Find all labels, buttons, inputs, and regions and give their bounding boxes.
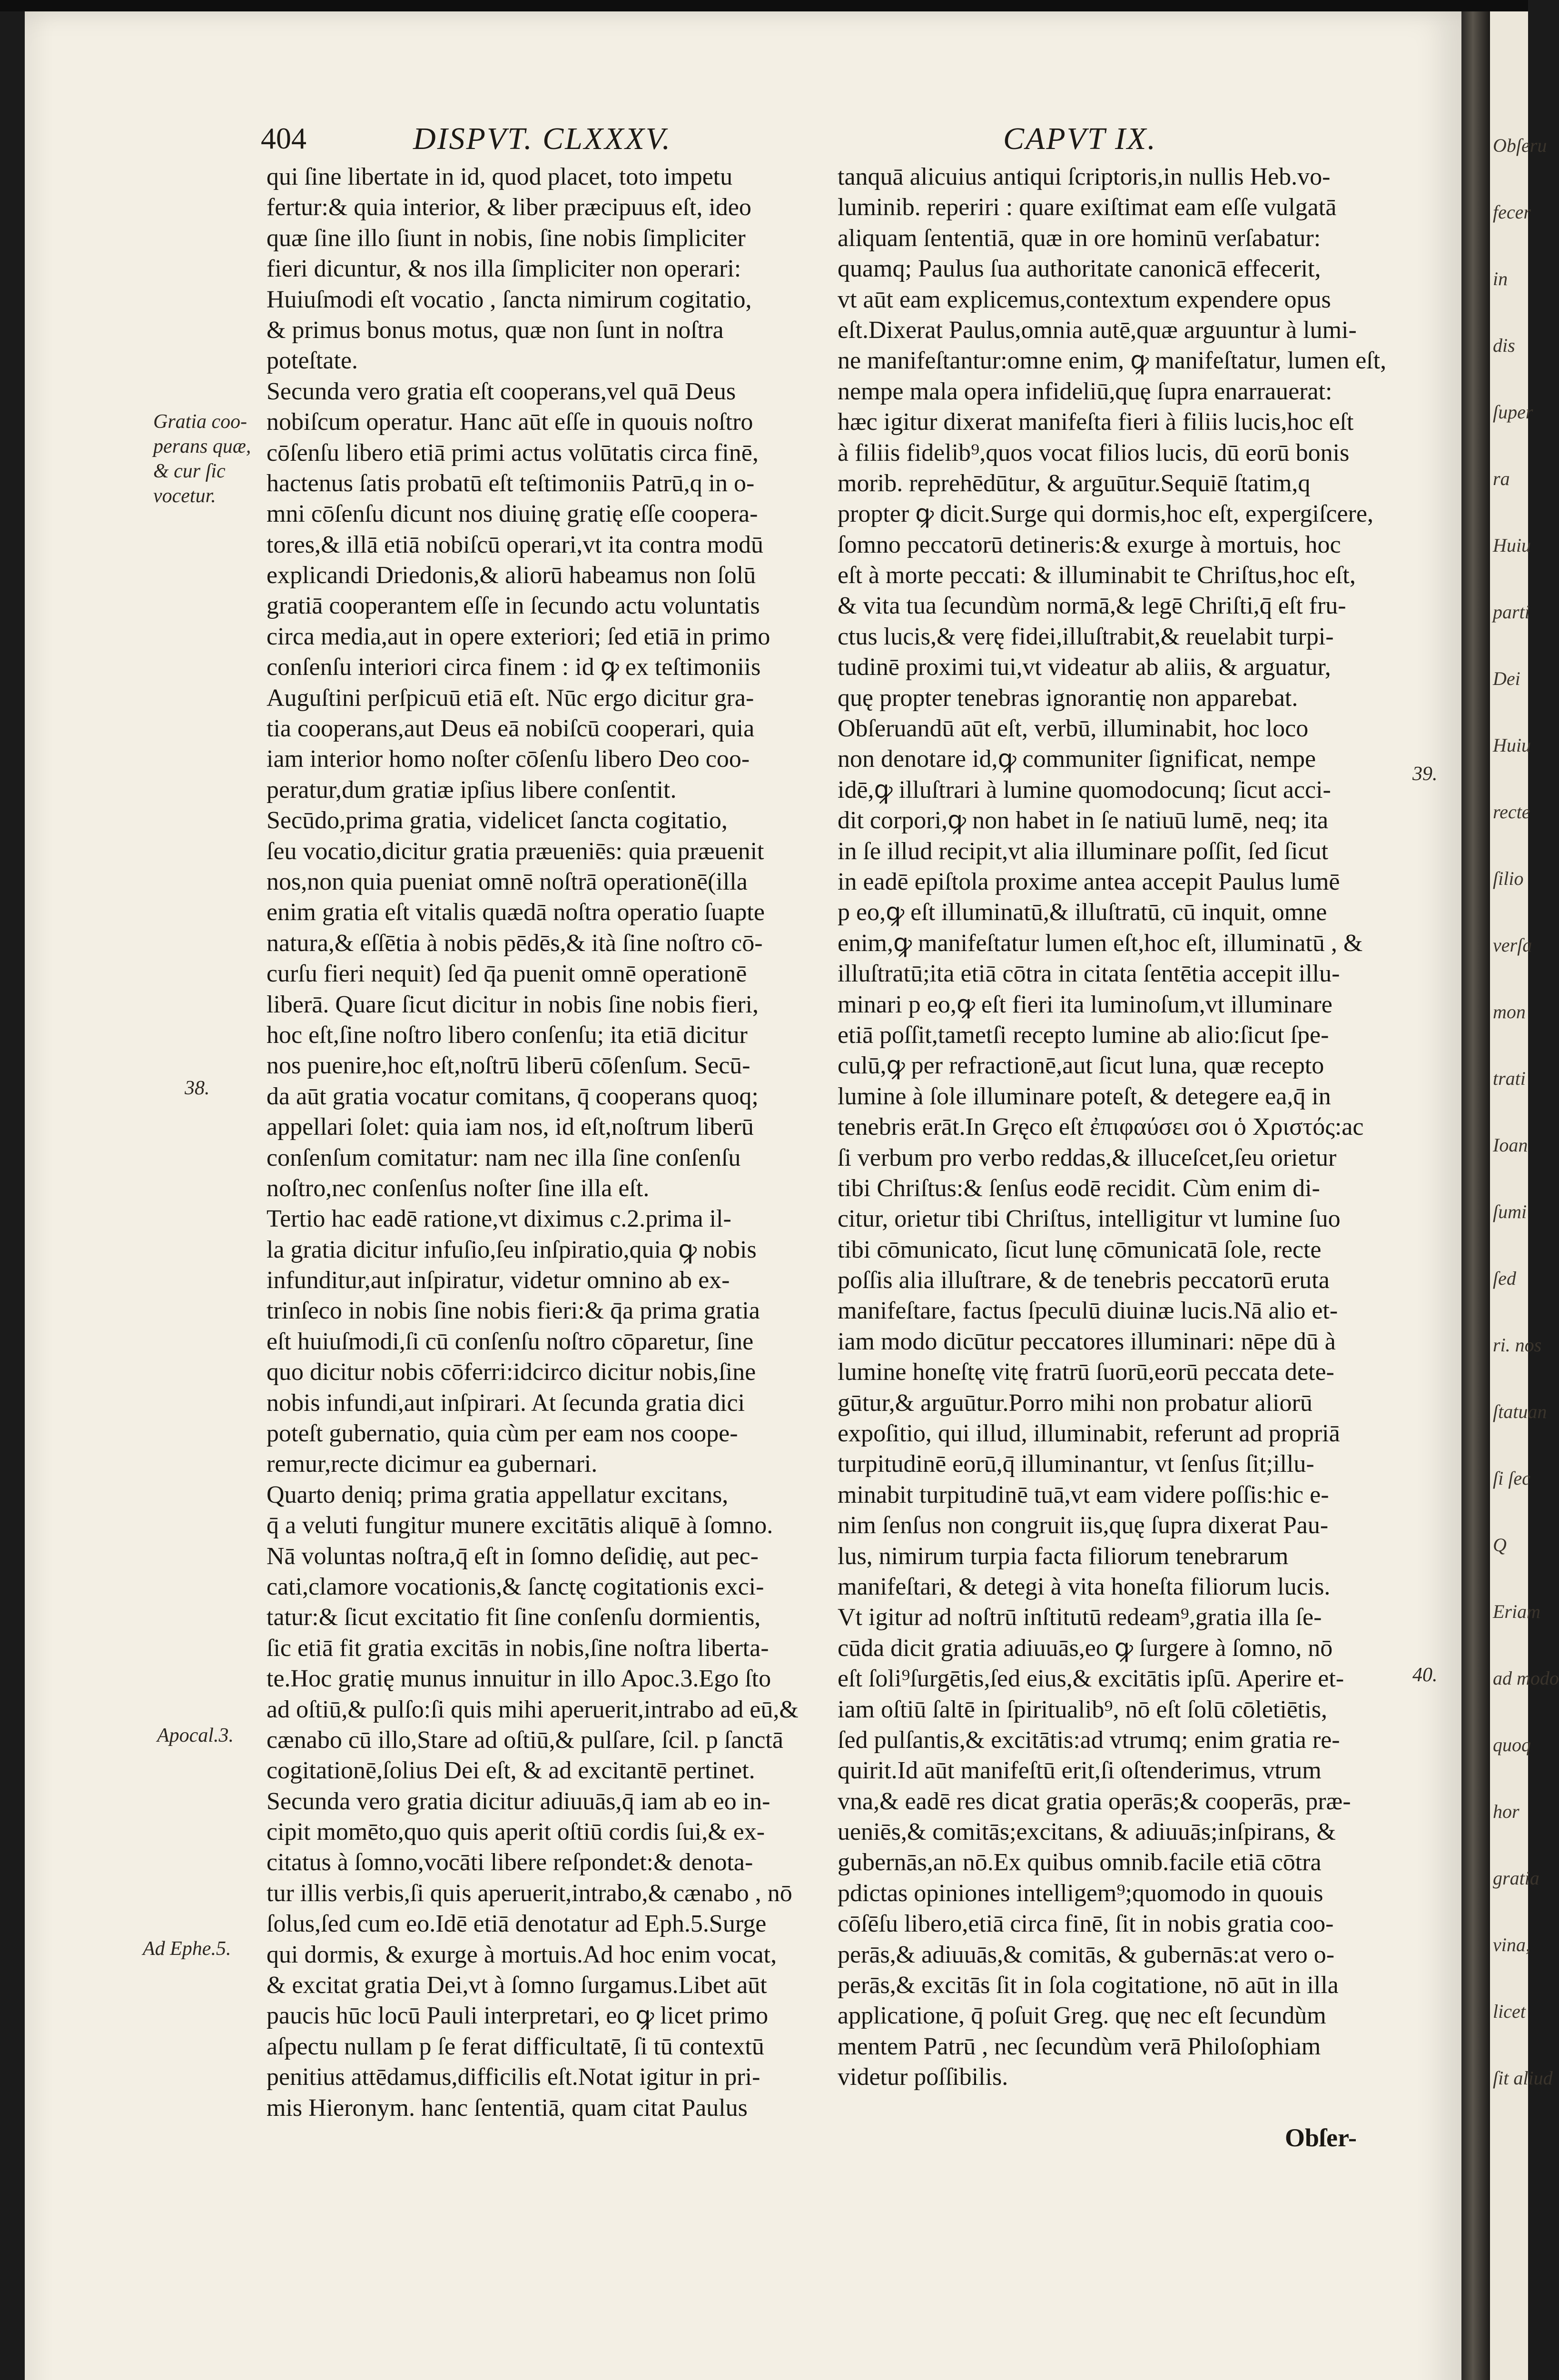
running-head-right: CAPVT IX. <box>1003 121 1157 156</box>
text-line: te.Hoc gratię munus innuitur in illo Apoc.3.Ego ſto <box>266 1665 771 1693</box>
text-line: hæc igitur dixerat manifeſta fieri à filiis lucis,hoc eſt <box>838 408 1354 436</box>
text-line: da aūt gratia vocatur comitans, q̄ cooperans quoq; <box>266 1082 759 1110</box>
text-line: noſtro,nec conſenſus noſter ſine illa eſt. <box>266 1174 650 1202</box>
facing-page-fragment: ſtatuan <box>1493 1401 1547 1422</box>
text-line: tudinē proximi tui,vt videatur ab aliis, & arguatur, <box>838 654 1331 681</box>
text-line: ſed pulſantis,& excitātis:ad vtrumq; enim gratia re- <box>838 1726 1340 1754</box>
text-line: conſenſu interiori circa finem : id ꝙ ex teſtimoniis <box>266 654 761 681</box>
text-line: quę propter tenebras ignorantię non apparebat. <box>838 684 1298 712</box>
text-line: nobis infundi,aut inſpirari. At ſecunda gratia dici <box>266 1389 745 1417</box>
text-line: & primus bonus motus, quæ non ſunt in noſtra <box>266 316 724 344</box>
text-line: nobiſcum operatur. Hanc aūt eſſe in quouis noſtro <box>266 408 753 436</box>
text-line: curſu fieri nequit) ſed q̄a puenit omnē operationē <box>266 960 747 988</box>
text-line: la gratia dicitur infuſio,ſeu inſpiratio,quia ꝙ nobis <box>266 1236 757 1263</box>
facing-page-fragment: ſit aliud <box>1493 2067 1553 2089</box>
text-line: infunditur,aut inſpiratur, videtur omnino ab ex- <box>266 1267 730 1294</box>
text-line: in eadē epiſtola proxime antea accepit Paulus lumē <box>838 868 1340 895</box>
text-line: & excitat gratia Dei,vt à ſomno ſurgamus.Libet aūt <box>266 1972 767 1999</box>
facing-page-fragment: vina, <box>1493 1934 1530 1955</box>
text-line: & vita tua ſecundùm normā,& legē Chriſti,q̄ eſt fru- <box>838 592 1346 620</box>
text-line: tanquā alicuius antiqui ſcriptoris,in nullis Heb.vo- <box>838 163 1331 190</box>
text-line: culū,ꝙ per refractionē,aut ſicut luna, quæ recepto <box>838 1052 1324 1080</box>
facing-page-fragment: Dei <box>1493 668 1520 689</box>
facing-page-fragment: Obſeru <box>1493 135 1547 156</box>
text-line: eſt.Dixerat Paulus,omnia autē,quæ arguuntur à lumi- <box>838 316 1357 344</box>
text-line: p eo,ꝙ eſt illuminatū,& illuſtratū, cū inquit, omne <box>838 899 1327 926</box>
text-line: gratiā cooperantem eſſe in ſecundo actu voluntatis <box>266 592 760 620</box>
text-line: eſt à morte peccati: & illuminabit te Chriſtus,hoc eſt, <box>838 562 1356 589</box>
book-gutter <box>1461 11 1490 2380</box>
text-line: quo dicitur nobis cōferri:idcirco dicitur nobis,ſine <box>266 1359 756 1386</box>
text-line: tenebris erāt.In Gręco eſt ἐπιφαύσει σοι ὁ Χριστός:ac <box>838 1113 1364 1141</box>
text-line: cūda dicit gratia adiuuās,eo ꝙ ſurgere à ſomno, nō <box>838 1634 1333 1662</box>
text-line: perās,& adiuuās,& comitās, & gubernās:at vero o- <box>838 1941 1335 1968</box>
text-line: trinſeco in nobis ſine nobis fieri:& q̄a prima gratia <box>266 1297 760 1325</box>
text-line: gubernās,an nō.Ex quibus omnib.facile etiā cōtra <box>838 1849 1322 1876</box>
text-line: ad oſtiū,& pulſo:ſi quis mihi aperuerit,intrabo ad eū,& <box>266 1696 799 1723</box>
text-line: lumine à ſole illuminare poteſt, & detegere ea,q̄ in <box>838 1082 1331 1110</box>
text-line: turpitudinē eorū,q̄ illuminantur, vt ſenſus ſit;illu- <box>838 1450 1314 1478</box>
text-line: remur,recte dicimur ea gubernari. <box>266 1450 598 1478</box>
text-line: ne manifeſtantur:omne enim, ꝙ manifeſtatur, lumen eſt, <box>838 347 1387 375</box>
text-line: dit corpori,ꝙ non habet in ſe natiuū lumē, neq; ita <box>838 807 1329 834</box>
text-line: eſt huiuſmodi,ſi cū conſenſu noſtro cōparetur, ſine <box>266 1328 754 1355</box>
text-line: mis Hieronym. hanc ſententiā, quam citat Paulus <box>266 2094 748 2122</box>
text-line: liberā. Quare ſicut dicitur in nobis ſine nobis fieri, <box>266 991 759 1018</box>
text-line: tibi cōmunicato, ſicut lunę cōmunicatā ſole, recte <box>838 1236 1322 1263</box>
text-line: natura,& eſſētia à nobis pēdēs,& ità ſine noſtro cō- <box>266 929 763 957</box>
text-line: citur, orietur tibi Chriſtus, intelligitur vt lumine ſuo <box>838 1205 1341 1233</box>
text-line: penitius attēdamus,difficilis eſt.Notat igitur in pri- <box>266 2063 760 2091</box>
facing-page-fragment: Eriam <box>1493 1601 1540 1622</box>
facing-page-fragment: ri. nos <box>1493 1334 1542 1356</box>
facing-page-fragment: ſilio <box>1493 868 1524 889</box>
text-line: expoſitio, qui illud, illuminabit, referunt ad propriā <box>838 1420 1340 1448</box>
text-column-right <box>838 162 1385 2093</box>
facing-page-fragment: ſi ſec <box>1493 1468 1530 1489</box>
text-line: Huiuſmodi eſt vocatio , ſancta nimirum cogitatio, <box>266 286 752 313</box>
text-line: nos,non quia pueniat omnē noſtrā operationē(illa <box>266 868 748 895</box>
facing-page-fragment: ſuper <box>1493 401 1533 423</box>
text-line: cogitationē,ſolius Dei eſt, & ad excitantē pertinet. <box>266 1757 755 1785</box>
text-line: appellari ſolet: quia iam nos, id eſt,noſtrum liberū <box>266 1113 754 1141</box>
text-line: illuſtratū;ita etiā cōtra in citata ſentētia accepit illu- <box>838 960 1340 988</box>
text-line: qui ſine libertate in id, quod placet, toto impetu <box>266 163 733 190</box>
text-line: peratur,dum gratiæ ipſius libere conſentit. <box>266 776 677 803</box>
text-line: iam modo dicūtur peccatores illuminari: nēpe dū à <box>838 1328 1336 1355</box>
text-line: idē,ꝙ illuſtrari à lumine quomodocunq; ſicut acci- <box>838 776 1331 803</box>
text-line: ſi verbum pro verbo reddas,& illuceſcet,ſeu orietur <box>838 1144 1337 1171</box>
text-line: ctus lucis,& verę fidei,illuſtrabit,& reuelabit turpi- <box>838 623 1334 650</box>
text-line: pdictas opiniones intelligem⁹;quomodo in quouis <box>838 1879 1323 1907</box>
facing-page-fragment: ſumi <box>1493 1201 1527 1222</box>
facing-page-fragment: verſa <box>1493 934 1532 956</box>
text-line: ſomno peccatorū detineris:& exurge à mortuis, hoc <box>838 531 1341 558</box>
facing-page-fragment: mon <box>1493 1001 1526 1022</box>
text-line: poteſtate. <box>266 347 358 375</box>
text-line: enim,ꝙ manifeſtatur lumen eſt,hoc eſt, illuminatū , & <box>838 929 1363 957</box>
text-line: ſolus,ſed cum eo.Idē etiā denotatur ad Eph.5.Surge <box>266 1910 767 1938</box>
text-line: etiā poſſit,tametſi recepto lumine ab alio:ſicut ſpe- <box>838 1021 1329 1049</box>
text-line: videtur poſſibilis. <box>838 2063 1008 2091</box>
facing-page-fragment: Huiu <box>1493 535 1531 556</box>
text-line: perās,& excitās ſit in ſola cogitatione, nō aūt in illa <box>838 1972 1339 1999</box>
text-line: hactenus ſatis probatū eſt teſtimoniis Patrū,q in o- <box>266 469 755 497</box>
facing-page-fragment: in <box>1493 268 1508 289</box>
text-line: quirit.Id aūt manifeſtū erit,ſi oſtenderimus, vtrum <box>838 1757 1322 1785</box>
text-line: Tertio hac eadē ratione,vt diximus c.2.prima il- <box>266 1205 731 1233</box>
text-line: poſſis alia illuſtrare, & de tenebris peccatorū eruta <box>838 1267 1330 1294</box>
text-line: manifeſtare, factus ſpeculū diuinæ lucis.Nā alio et- <box>838 1297 1338 1325</box>
text-line: fieri dicuntur, & nos illa ſimpliciter non operari: <box>266 255 741 283</box>
margin-note-line: & cur ſic <box>153 460 226 482</box>
facing-page-fragment: gratia <box>1493 1867 1539 1889</box>
text-line: tia cooperans,aut Deus eā nobiſcū cooperari, quia <box>266 715 755 743</box>
margin-note-line: perans quæ, <box>153 436 251 457</box>
text-line: vt aūt eam explicemus,contextum expendere opus <box>838 286 1331 313</box>
text-line: minabit turpitudinē tuā,vt eam videre poſſis:hic e- <box>838 1481 1329 1508</box>
text-line: cōſenſu libero etiā primi actus volūtatis circa finē, <box>266 439 759 466</box>
text-line: applicatione, q̄ poſuit Greg. quę nec eſt ſecundùm <box>838 2002 1326 2030</box>
text-line: à filiis fidelib⁹,quos vocat filios lucis, dū eorū bonis <box>838 439 1350 466</box>
facing-page-fragment: dis <box>1493 335 1515 356</box>
facing-page-fragment: ſed <box>1493 1268 1516 1289</box>
margin-note-line: vocetur. <box>153 485 216 507</box>
text-line: quamq; Paulus ſua authoritate canonicā effecerit, <box>838 255 1321 283</box>
text-column-left <box>266 162 799 2123</box>
catchword: Obſer- <box>1285 2123 1357 2152</box>
facing-page-fragment: Ioan <box>1493 1134 1528 1156</box>
facing-page-fragment: quoq <box>1493 1734 1531 1755</box>
text-line: aliquam ſententiā, quæ in ore hominū verſabatur: <box>838 224 1321 252</box>
text-line: ſeu vocatio,dicitur gratia præueniēs: quia præuenit <box>266 837 764 865</box>
text-line: enim gratia eſt vitalis quædā noſtra operatio ſuapte <box>266 899 765 926</box>
margin-ref-40: 40. <box>1412 1664 1438 1686</box>
text-line: citatus à ſomno,vocāti libere reſpondet:& denota- <box>266 1849 753 1876</box>
text-line: gūtur,& arguūtur.Porro mihi non probatur aliorū <box>838 1389 1312 1417</box>
facing-page-fragment: Huiu <box>1493 734 1531 756</box>
text-line: minari p eo,ꝙ eſt fieri ita luminoſum,vt illuminare <box>838 991 1332 1018</box>
text-line: lumine honeſtę vitę fratrū ſuorū,eorū peccata dete- <box>838 1359 1334 1386</box>
facing-page-fragment: licet <box>1493 2001 1526 2022</box>
text-line: paucis hūc locū Pauli interpretari, eo ꝙ licet primo <box>266 2002 769 2030</box>
margin-ref-39: 39. <box>1412 763 1438 785</box>
text-line: cati,clamore vocationis,& ſanctę cogitationis exci- <box>266 1573 764 1600</box>
text-line: tur illis verbis,ſi quis aperuerit,intrabo,& cænabo , nō <box>266 1879 792 1907</box>
facing-page-fragment: hor <box>1493 1801 1520 1822</box>
text-line: iam oſtiū ſaltē in ſpiritualib⁹, nō eſt ſolū cōletiētis, <box>838 1696 1328 1723</box>
running-head <box>261 121 1284 164</box>
margin-ref-38: 38. <box>185 1077 210 1099</box>
text-line: Secūdo,prima gratia, videlicet ſancta cogitatio, <box>266 807 728 834</box>
facing-page-fragment: trati <box>1493 1068 1526 1089</box>
text-line: iam interior homo noſter cōſenſu libero Deo coo- <box>266 745 750 773</box>
text-line: explicandi Driedonis,& aliorū habeamus non ſolū <box>266 562 756 589</box>
text-line: quæ ſine illo ſiunt in nobis, ſine nobis ſimpliciter <box>266 224 746 252</box>
text-line: Quarto deniq; prima gratia appellatur excitans, <box>266 1481 729 1508</box>
text-line: tores,& illā etiā nobiſcū operari,vt ita contra modū <box>266 531 764 558</box>
text-line: aſpectu nullam p ſe ferat difficultatē, ſi tū contextū <box>266 2033 764 2060</box>
facing-page-fragment: ra <box>1493 468 1510 489</box>
text-line: hoc eſt,ſine noſtro libero conſenſu; ita etiā dicitur <box>266 1021 748 1049</box>
text-line: vna,& eadē res dicat gratia operās;& cooperās, præ- <box>838 1787 1351 1815</box>
text-line: q̄ a veluti fungitur munere excitātis aliquē à ſomno. <box>266 1512 773 1539</box>
text-line: cōſēſu libero,etiā circa finē, ſit in nobis gratia coo- <box>838 1910 1334 1938</box>
text-line: cipit momēto,quo quis aperit oſtiū cordis ſui,& ex- <box>266 1818 765 1846</box>
text-line: ueniēs,& comitās;excitans, & adiuuās;inſpirans, & <box>838 1818 1336 1846</box>
margin-note-line: Gratia coo- <box>153 411 247 433</box>
text-line: non denotare id,ꝙ communiter ſignificat, nempe <box>838 745 1316 773</box>
text-line: poteſt gubernatio, quia cùm per eam nos coope- <box>266 1420 738 1448</box>
text-line: Auguſtini perſpicuū etiā eſt. Nūc ergo dicitur gra- <box>266 684 754 712</box>
text-line: circa media,aut in opere exteriori; ſed etiā in primo <box>266 623 770 650</box>
facing-page-fragment: recte <box>1493 801 1530 823</box>
text-line: morib. reprehēdūtur, & arguūtur.Sequiē ſtatim,q <box>838 469 1311 497</box>
text-line: nos puenire,hoc eſt,noſtrū liberū cōſenſum. Secū- <box>266 1052 750 1080</box>
text-line: Nā voluntas noſtra,q̄ eſt in ſomno deſidię, aut pec- <box>266 1542 759 1570</box>
text-line: eſt ſoli⁹ſurgētis,ſed eius,& excitātis ipſū. Aperire et- <box>838 1665 1344 1693</box>
facing-page-fragment: Q <box>1493 1534 1507 1556</box>
text-line: ſic etiā fit gratia excitās in nobis,ſine noſtra liberta- <box>266 1634 769 1662</box>
text-line: mni cōſenſu dicunt nos diuinę gratię eſſe coopera- <box>266 500 758 528</box>
text-line: manifeſtari, & detegi à vita honeſta filiorum lucis. <box>838 1573 1331 1600</box>
text-line: tibi Chriſtus:& ſenſus eodē recidit. Cùm enim di- <box>838 1174 1320 1202</box>
running-head-left: DISPVT. CLXXXV. <box>413 121 672 156</box>
margin-ref-ephesians: Ad Ephe.5. <box>143 1938 231 1960</box>
text-line: Vt igitur ad noſtrū inſtitutū redeam⁹,gratia illa ſe- <box>838 1604 1322 1631</box>
facing-page-fragment: ad modo <box>1493 1667 1559 1689</box>
page-number: 404 <box>261 121 306 155</box>
margin-note-gratia-cooperans <box>153 409 251 508</box>
facing-page-fragment: fecer <box>1493 201 1531 223</box>
facing-page-edge <box>1490 11 1559 2380</box>
text-line: propter ꝙ dicit.Surge qui dormis,hoc eſt, expergiſcere, <box>838 500 1373 528</box>
text-line: qui dormis, & exurge à mortuis.Ad hoc enim vocat, <box>266 1941 777 1968</box>
text-line: Secunda vero gratia eſt cooperans,vel quā Deus <box>266 377 736 405</box>
facing-page-fragment: parti <box>1493 601 1530 623</box>
text-line: conſenſum comitatur: nam nec illa ſine conſenſu <box>266 1144 741 1171</box>
text-line: nim ſenſus non congruit iis,quę ſupra dixerat Pau- <box>838 1512 1329 1539</box>
text-line: fertur:& quia interior, & liber præcipuus eſt, ideo <box>266 194 751 221</box>
margin-ref-apocalypse: Apocal.3. <box>157 1725 234 1746</box>
text-line: luminib. reperiri : quare exiſtimat eam eſſe vulgatā <box>838 194 1337 221</box>
scan-border <box>0 0 1528 11</box>
text-line: nempe mala opera infideliū,quę ſupra enarrauerat: <box>838 377 1332 405</box>
text-line: lus, nimirum turpia facta filiorum tenebrarum <box>838 1542 1289 1570</box>
text-line: Obſeruandū aūt eſt, verbū, illuminabit, hoc loco <box>838 715 1309 743</box>
text-line: in ſe illud recipit,vt alia illuminare poſſit, ſed ſicut <box>838 837 1329 865</box>
text-line: tatur:& ſicut excitatio fit ſine conſenſu dormientis, <box>266 1604 761 1631</box>
text-line: cænabo cū illo,Stare ad oſtiū,& pulſare, ſcil. p ſanctā <box>266 1726 783 1754</box>
text-line: mentem Patrū , nec ſecundùm verā Philoſophiam <box>838 2033 1321 2060</box>
text-line: Secunda vero gratia dicitur adiuuās,q̄ iam ab eo in- <box>266 1787 770 1815</box>
